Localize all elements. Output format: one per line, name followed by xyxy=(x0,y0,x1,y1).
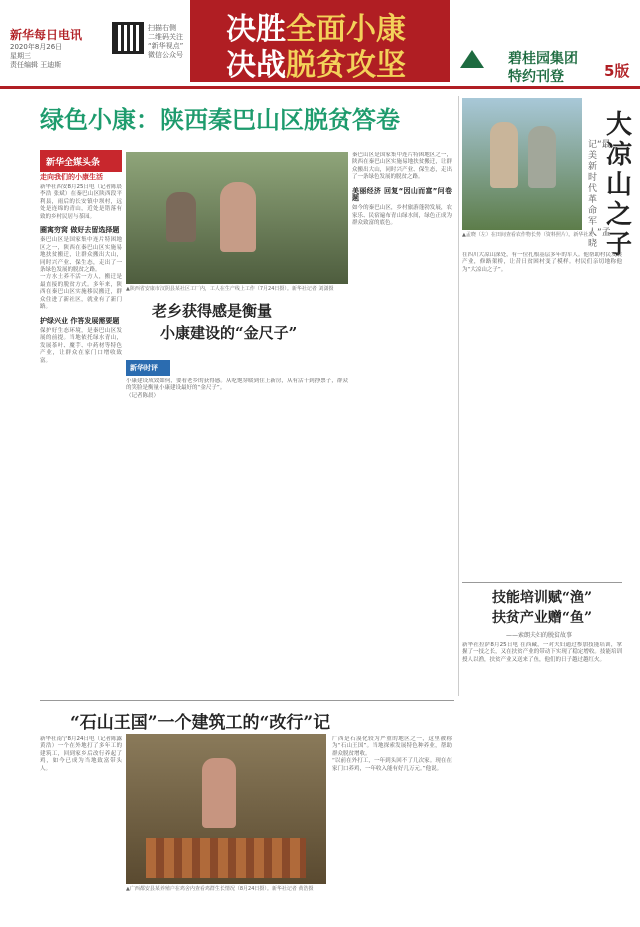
qr-code-icon[interactable] xyxy=(112,22,144,54)
xinhua-banner-sub: 走向我们的小康生活 xyxy=(40,173,103,181)
column-divider xyxy=(458,96,459,696)
commentary-tag: 新华时评 xyxy=(126,360,170,376)
paper-weekday: 星期三 xyxy=(10,52,31,60)
side-feature-2-body: 新华社拉萨8月25日电 在西藏，一对夫妇通过参加技能培训，掌握了一技之长，又在扶贫产业的带动下实现了稳定增收。技能培训授人以渔，扶贫产业又送来了鱼，他们的日子越过越红火。 xyxy=(462,642,622,663)
side-feature-photo xyxy=(462,98,582,230)
feature-2-photo xyxy=(126,734,326,884)
feature-2-title: “石山王国”一个建筑工的“改行”记 xyxy=(70,713,331,733)
side-photo-caption: ▲孟晓（左）在田间查看农作物长势（资料照片）。新华社发 xyxy=(462,232,594,238)
commentary-title-2: 小康建设的“金尺子” xyxy=(160,324,298,342)
side-feature-2-author: ——索朗夫妇的脱贫故事 xyxy=(506,632,573,639)
commentary-title-1: 老乡获得感是衡量 xyxy=(152,302,273,320)
paper-date: 2020年8月26日 xyxy=(10,43,63,51)
side-feature-sub: 记“最美新时代革命军人”孟晓 xyxy=(588,140,611,249)
paper-editor: 责任编辑 王迪斯 xyxy=(10,61,62,69)
main-headline: 绿色小康：陕西秦巴山区脱贫答卷 xyxy=(40,105,400,134)
side-feature-headline: 大凉山之子 xyxy=(606,110,633,260)
main-article-col-1: 新华社西安8月25日电（记者陈晨 李浩 张斌）在秦巴山区陕西段平利县，雨后的长安镇中坝村，远处是连绵的青山，近处是错落有致的乡村民居与茶园。 圈寓穷窝 做好去留选择题 秦巴山区是国家集中连片特困地区之一，陕西在秦巴山区实施易地扶贫搬迁，让群众搬出大山，同时兴产业、保生态，走出了一条绿色发展的脱贫之路。 一方水土养不活一方人，搬迁是最直接的脱贫方式。多年来，陕西在秦巴山区实施移民搬迁，群众住进了新社区，就业有了新门路。 护绿兴业 作答发展需要题 保护好生态环境，是秦巴山区发展的前提。当地依托绿水青山，发展茶叶、魔芋、中药材等特色产业，让群众在家门口增收致富。 xyxy=(40,184,122,364)
side-feature-2-title: 技能培训赋“渔” 扶贫产业赠“鱼” xyxy=(491,590,593,626)
feature-2-col-3: 广西是石漠化较为严重的地区之一，这里被称为“石山王国”。当地探索发展特色种养业，帮助群众脱贫增收。 “以前在外打工，一年到头回不了几次家。现在在家门口养鸡，一年收入能有好几万元。”他说。 xyxy=(332,736,452,772)
main-article-col-3: 秦巴山区是国家集中连片特困地区之一，陕西在秦巴山区实施易地扶贫搬迁，让群众搬出大山，同时兴产业、保生态，走出了一条绿色发展的脱贫之路。 美丽经济 回复“因山而富”问卷题 如今的秦巴山区，乡村旅游蓬勃发展，农家乐、民宿遍布青山绿水间，绿色正成为群众致富的底色。 xyxy=(352,152,452,227)
header-divider xyxy=(0,86,640,89)
commentary-body: 小康建设成效如何，要看老乡的获得感。从吃饱穿暖到住上新房，从有活干到挣票子，群众的笑脸是衡量小康建设最好的“金尺子”。 （记者陈晨） xyxy=(126,378,348,399)
side-feature-body: 在四川大凉山深处，有一位扎根基层多年的军人。他帮助村民发展产业，修路架桥，让昔日贫困村变了模样。村民们亲切地称他为“大凉山之子”。 xyxy=(462,252,622,273)
qr-caption: 扫描右侧 二维码关注 “新华视点” 微信公众号 xyxy=(148,24,184,59)
sponsor-logo-icon xyxy=(460,50,484,68)
header-slogan-2: 决战脱贫攻坚 xyxy=(226,48,406,83)
feature-2-col-1: 新华社南宁8月24日电（记者陈露 黄浩）一个在外地打了多年工的建筑工，回到家乡后改行养起了鸡，如今已成为当地致富带头人。 xyxy=(40,736,122,772)
xinhua-banner: 新华全媒头条 xyxy=(40,150,122,172)
header-slogan-1: 决胜全面小康 xyxy=(226,12,406,47)
main-article-photo xyxy=(126,152,348,284)
section-divider xyxy=(40,700,454,701)
sponsor-name: 碧桂园集团 特约刊登 xyxy=(508,51,578,85)
paper-name: 新华每日电讯 xyxy=(10,28,83,42)
feature-2-photo-caption: ▲广西都安县某养殖户在鸡舍内查看鸡群生长情况（8月24日摄）。新华社记者 黄浩摄 xyxy=(126,886,314,892)
side-divider xyxy=(462,582,622,583)
page-number: 5版 xyxy=(604,62,630,80)
main-photo-caption: ▲陕西省安康市汉阴县某社区工厂内，工人在生产线上工作（7月24日摄）。新华社记者 刘潇摄 xyxy=(126,286,334,292)
